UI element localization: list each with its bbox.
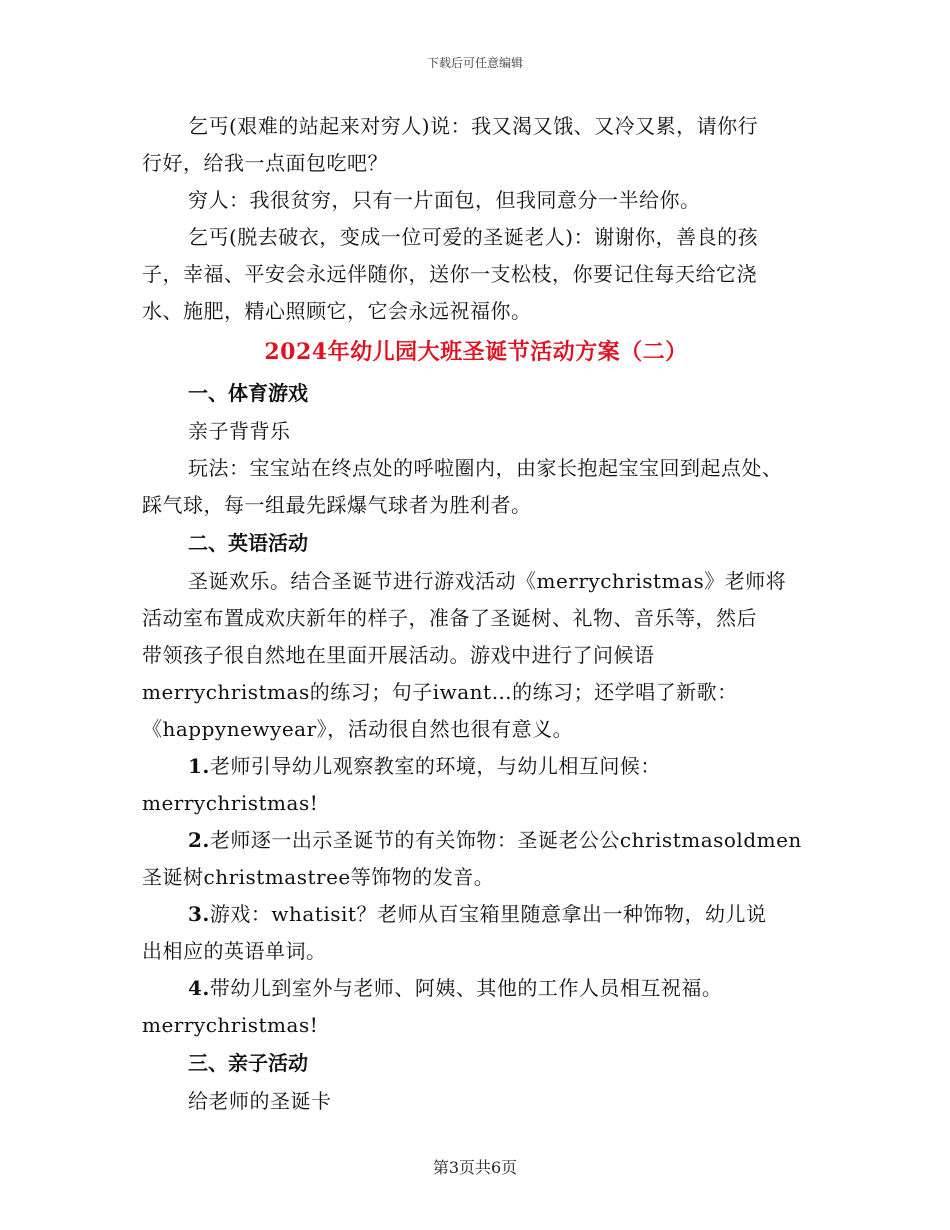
list-item-continuation: 出相应的英语单词。 [142,939,327,963]
heading-sports-game: 一、体育游戏 [188,381,308,405]
page-number: 第3页共6页 [432,1158,518,1177]
paragraph-line: 穷人：我很贫穷，只有一片面包，但我同意分一半给你。 [188,188,701,212]
list-item-continuation: 圣诞树christmastree等饰物的发音。 [142,865,495,889]
list-item [142,970,810,1007]
list-item [142,896,810,933]
paragraph-line: 圣诞欢乐。结合圣诞节进行游戏活动《merrychristmas》老师将 [188,569,787,593]
paragraph-line: 带领孩子很自然地在里面开展活动。游戏中进行了问候语 [142,643,655,667]
list-item-number: 2. [188,828,210,852]
list-item-number: 3. [188,902,210,926]
paragraph-line: 乞丐(艰难的站起来对穷人)说：我又渴又饿、又冷又累，请你行 [188,114,759,138]
paragraph-line: 乞丐(脱去破衣，变成一位可爱的圣诞老人)：谢谢你，善良的孩 [188,225,759,249]
paragraph-line: 活动室布置成欢庆新年的样子，准备了圣诞树、礼物、音乐等，然后 [142,606,757,630]
list-item [142,822,810,859]
paragraph-line: 给老师的圣诞卡 [188,1089,332,1113]
list-item-continuation: merrychristmas! [142,791,319,815]
section-title: 2024年幼儿园大班圣诞节活动方案（二） [264,339,688,365]
list-item-text: 老师逐一出示圣诞节的有关饰物：圣诞老公公christmasoldmen [209,828,802,852]
paragraph-line: 踩气球，每一组最先踩爆气球者为胜利者。 [142,493,532,517]
list-item [142,748,810,785]
paragraph-line: 行好，给我一点面包吃吧？ [142,151,388,175]
paragraph-line: 《happynewyear》，活动很自然也很有意义。 [142,717,574,741]
list-item-text: 老师引导幼儿观察教室的环境，与幼儿相互问候： [209,754,661,778]
heading-parent-child-activity: 三、亲子活动 [188,1051,308,1075]
paragraph-line: 水、施肥，精心照顾它，它会永远祝福你。 [142,299,532,323]
document-body [142,108,810,1120]
paragraph-line: 子，幸福、平安会永远伴随你，送你一支松枝，你要记住每天给它浇 [142,262,757,286]
paragraph-line: 亲子背背乐 [188,419,291,443]
list-item-text: 游戏：whatisit？老师从百宝箱里随意拿出一种饰物，幼儿说 [209,902,767,926]
list-item-continuation: merrychristmas! [142,1013,319,1037]
paragraph-line: merrychristmas的练习；句子iwant…的练习；还学唱了新歌： [142,680,738,704]
paragraph-line: 玩法：宝宝站在终点处的呼啦圈内，由家长抱起宝宝回到起点处、 [188,456,783,480]
list-item-number: 4. [188,976,210,1000]
list-item-number: 1. [188,754,210,778]
page-header: 下载后可任意编辑 [426,56,523,70]
list-item-text: 带幼儿到室外与老师、阿姨、其他的工作人员相互祝福。 [209,976,723,1000]
heading-english-activity: 二、英语活动 [188,531,308,555]
